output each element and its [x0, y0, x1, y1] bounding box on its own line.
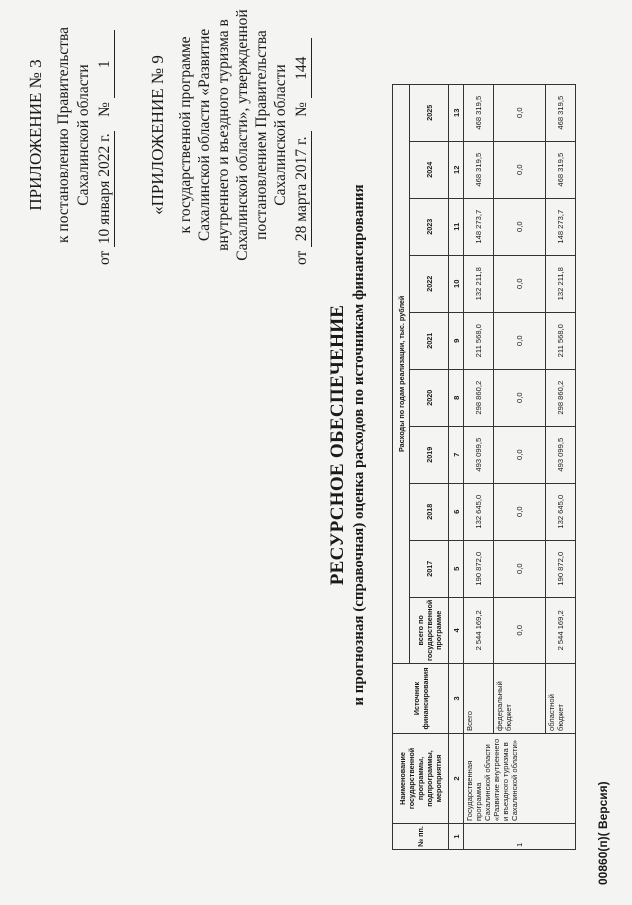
appendix-num-label: №	[96, 102, 113, 117]
column-index: 10	[449, 255, 464, 312]
source-cell: областной бюджет	[546, 664, 576, 734]
value-cell: 0,0	[494, 255, 546, 312]
header-year: 2018	[410, 483, 449, 540]
source-cell: федеральный бюджет	[494, 664, 546, 734]
appendix-date-line	[95, 30, 115, 265]
value-cell: 468 319,5	[464, 84, 494, 141]
previous-line-2: Сахалинской области «Развитие	[196, 28, 213, 242]
resource-table	[392, 84, 576, 850]
column-index: 1	[449, 824, 464, 850]
page-subtitle: и прогнозная (справочная) оценка расходов по источникам финансирования	[351, 184, 367, 706]
previous-line-1: к государственной программе	[177, 36, 194, 234]
value-cell: 468 319,5	[546, 84, 576, 141]
header-num: № пп.	[393, 824, 449, 850]
value-cell: 132 211,8	[546, 255, 576, 312]
total-cell: 0,0	[494, 597, 546, 663]
header-year: 2021	[410, 312, 449, 369]
value-cell: 0,0	[494, 84, 546, 141]
value-cell: 0,0	[494, 426, 546, 483]
previous-line-5: постановлением Правительства	[253, 30, 270, 240]
value-cell: 211 568,0	[464, 312, 494, 369]
source-cell: Всего	[464, 664, 494, 734]
appendix-number: 1	[95, 30, 115, 98]
column-index: 2	[449, 734, 464, 824]
previous-number: 144	[292, 38, 312, 98]
total-cell: 2 544 169,2	[464, 597, 494, 663]
previous-appendix-title: «ПРИЛОЖЕНИЕ № 9	[148, 55, 167, 215]
value-cell: 0,0	[494, 312, 546, 369]
header-year: 2022	[410, 255, 449, 312]
header-year: 2019	[410, 426, 449, 483]
value-cell: 190 872,0	[464, 540, 494, 597]
header-year: 2023	[410, 198, 449, 255]
previous-date-line	[292, 38, 312, 265]
value-cell: 468 319,5	[546, 141, 576, 198]
header-expenses: Расходы по годам реализации, тыс. рублей	[393, 84, 410, 663]
header-year: 2020	[410, 369, 449, 426]
appendix-title: ПРИЛОЖЕНИЕ № 3	[26, 59, 45, 211]
column-index-row	[449, 84, 464, 849]
value-cell: 148 273,7	[464, 198, 494, 255]
page-title: РЕСУРСНОЕ ОБЕСПЕЧЕНИЕ	[327, 304, 348, 586]
value-cell: 0,0	[494, 141, 546, 198]
value-cell: 0,0	[494, 540, 546, 597]
appendix-line-2: Сахалинской области	[75, 64, 92, 206]
appendix-date: 10 января 2022 г.	[95, 131, 115, 247]
table-header-row-1	[393, 84, 410, 849]
row-number: 1	[464, 824, 576, 850]
header-name: Наименование государственной программы, подпрограммы, мероприятия	[393, 734, 449, 824]
previous-line-6: Сахалинской области	[272, 64, 289, 206]
value-cell: 132 645,0	[546, 483, 576, 540]
previous-line-3: внутреннего и въездного туризма в	[215, 19, 232, 251]
total-cell: 2 544 169,2	[546, 597, 576, 663]
header-year: 2025	[410, 84, 449, 141]
column-index: 12	[449, 141, 464, 198]
previous-num-label: №	[293, 102, 310, 117]
header-year: 2017	[410, 540, 449, 597]
column-index: 5	[449, 540, 464, 597]
value-cell: 298 860,2	[464, 369, 494, 426]
previous-from-label: от	[293, 250, 310, 265]
value-cell: 132 645,0	[464, 483, 494, 540]
column-index: 9	[449, 312, 464, 369]
header-source: Источник финансирования	[393, 664, 449, 734]
column-index: 3	[449, 664, 464, 734]
header-year: 2024	[410, 141, 449, 198]
column-index: 11	[449, 198, 464, 255]
column-index: 8	[449, 369, 464, 426]
value-cell: 211 568,0	[546, 312, 576, 369]
value-cell: 493 099,5	[546, 426, 576, 483]
value-cell: 0,0	[494, 483, 546, 540]
appendix-from-label: от	[96, 250, 113, 265]
program-name: Государственная программа Сахалинской области «Развитие внутреннего и въездного туризма в Сахалинской области»	[464, 734, 576, 824]
column-index: 7	[449, 426, 464, 483]
appendix-line-1: к постановлению Правительства	[55, 27, 72, 243]
value-cell: 493 099,5	[464, 426, 494, 483]
value-cell: 0,0	[494, 198, 546, 255]
column-index: 13	[449, 84, 464, 141]
value-cell: 468 319,5	[464, 141, 494, 198]
column-index: 6	[449, 483, 464, 540]
previous-date: 28 марта 2017 г.	[292, 131, 312, 247]
column-index: 4	[449, 597, 464, 663]
table-row	[464, 84, 494, 849]
previous-line-4: Сахалинской области», утвержденной	[234, 9, 251, 261]
header-total: всего по государственной программе	[410, 597, 449, 663]
value-cell: 0,0	[494, 369, 546, 426]
value-cell: 148 273,7	[546, 198, 576, 255]
document-code: 00860(п)( Версия)	[596, 781, 610, 885]
value-cell: 190 872,0	[546, 540, 576, 597]
value-cell: 132 211,8	[464, 255, 494, 312]
value-cell: 298 860,2	[546, 369, 576, 426]
